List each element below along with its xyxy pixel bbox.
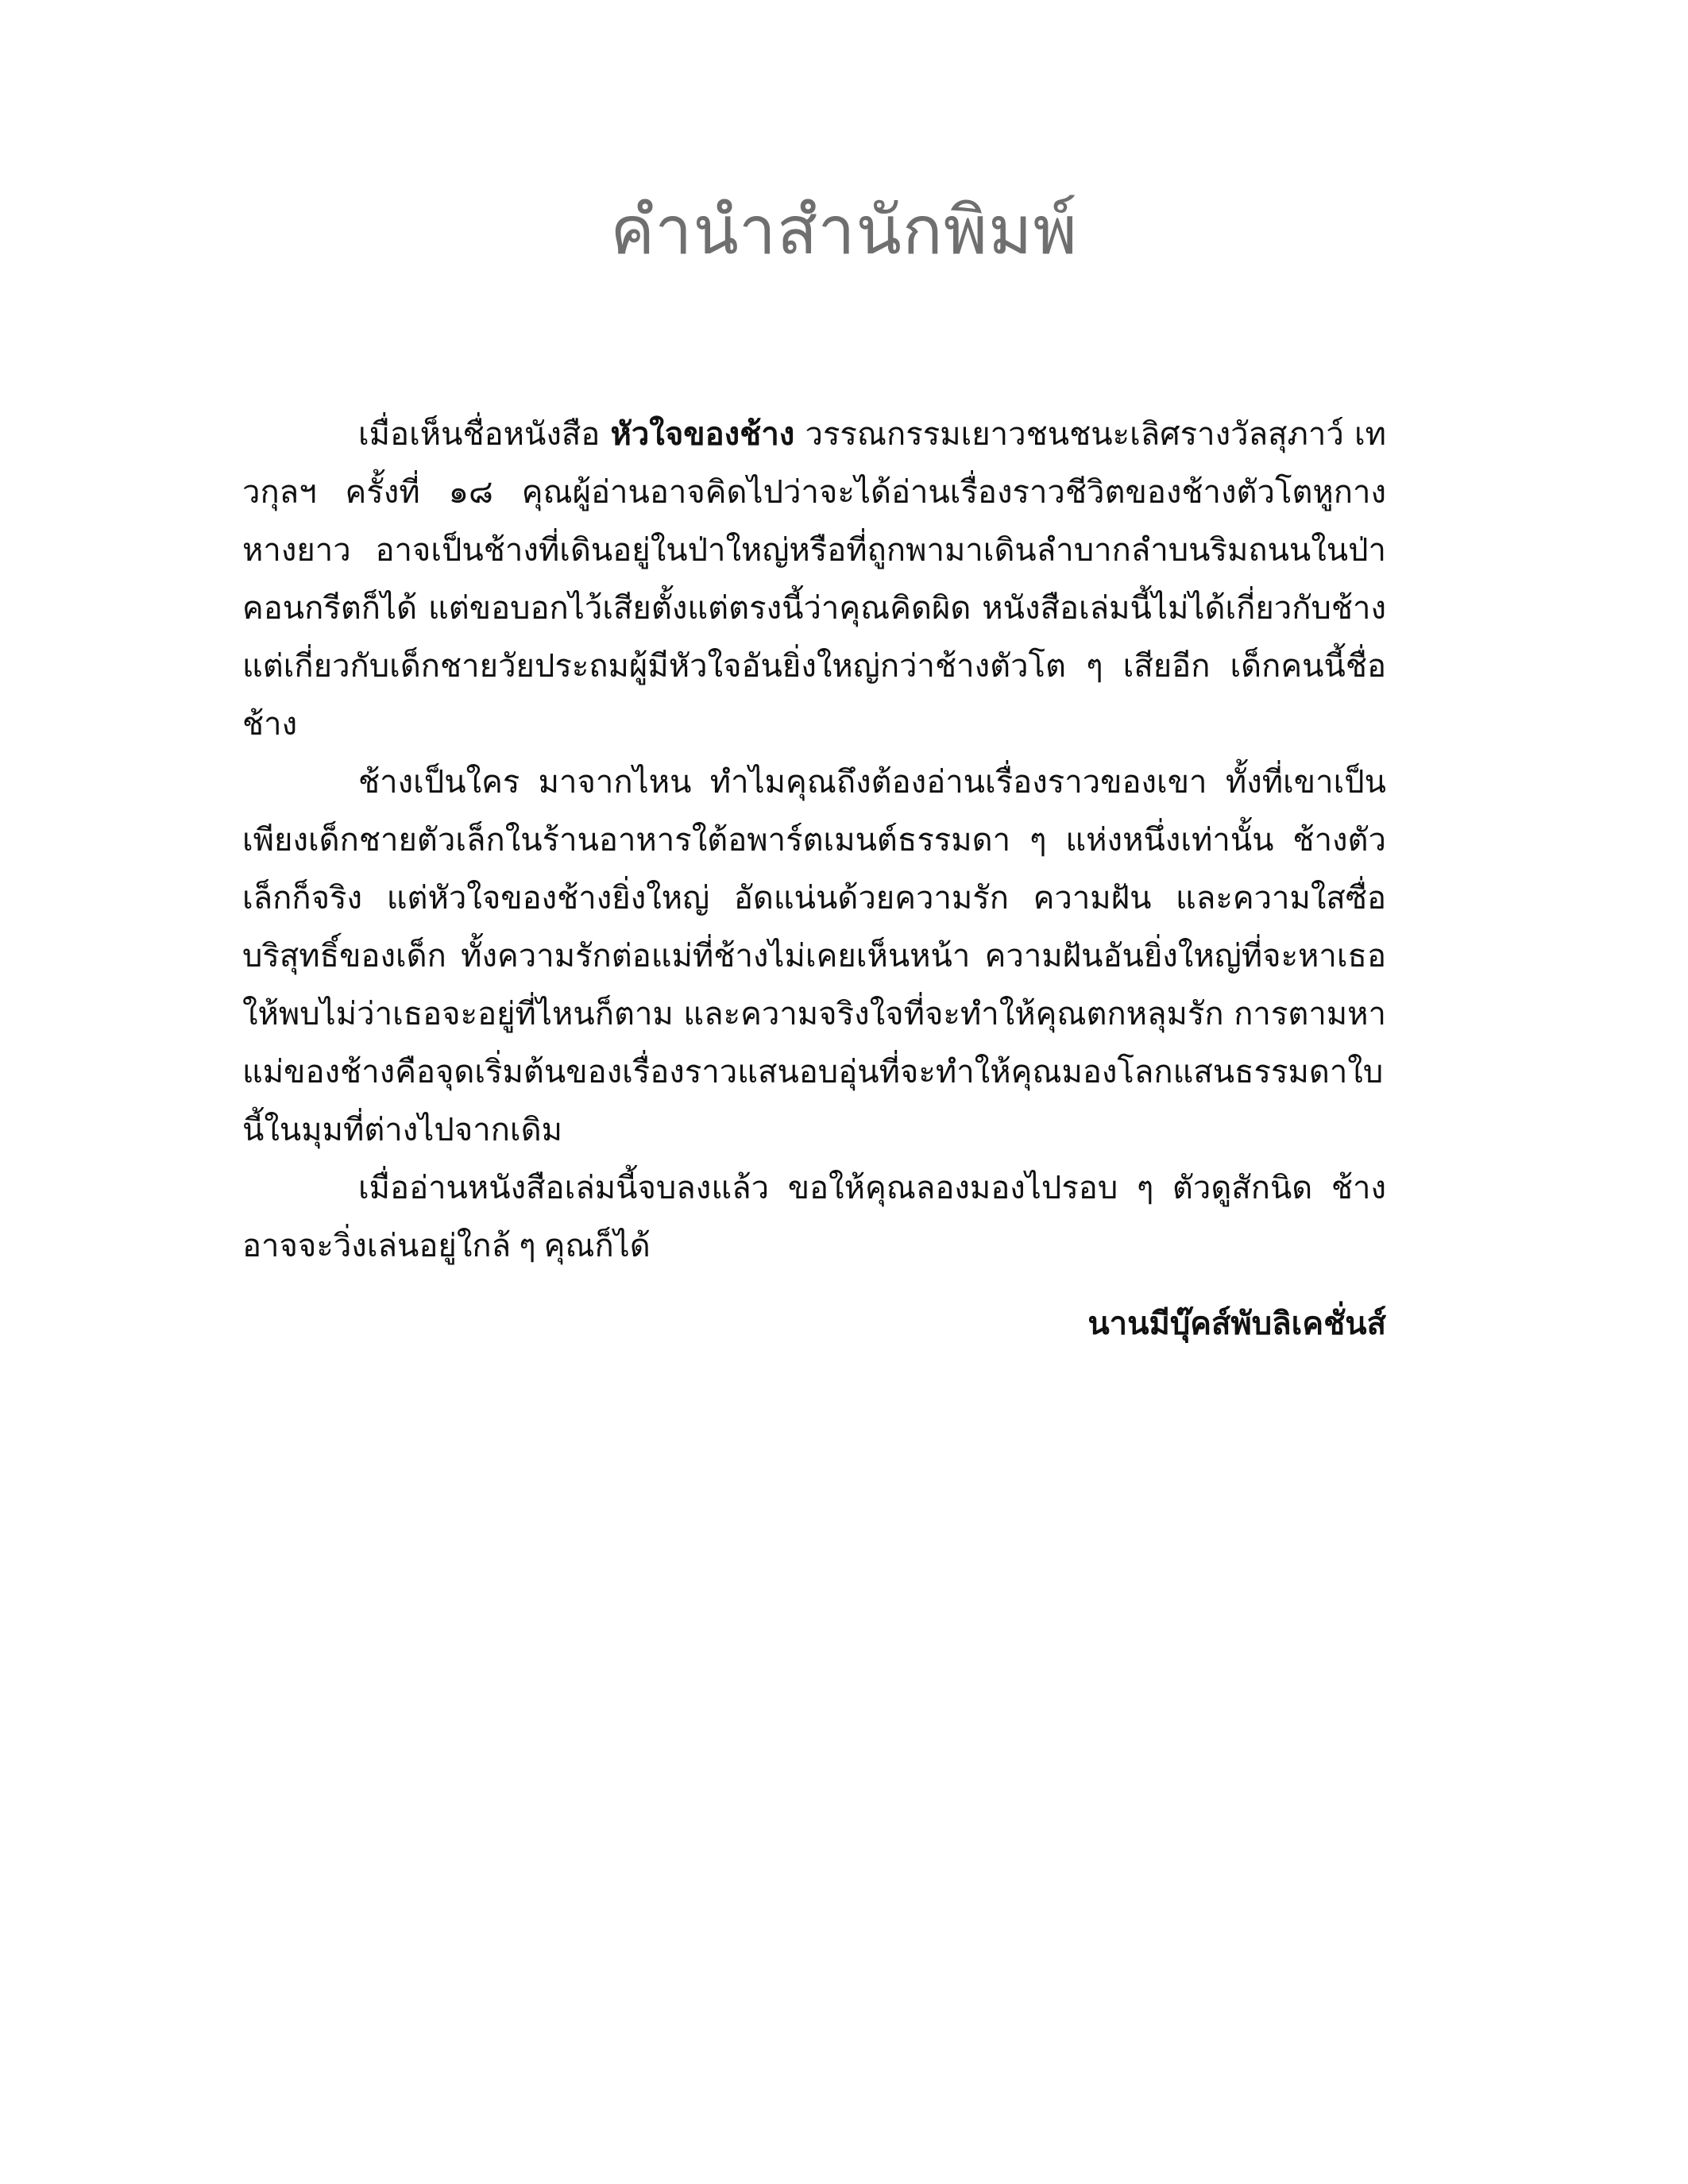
paragraph-2: ช้างเป็นใคร มาจากไหน ทำไมคุณถึงต้องอ่านเรื่องราวของเขา ทั้งที่เขาเป็นเพียงเด็กชายตัวเล็กในร้านอาหารใต้อพาร์ตเมนต์ธรรมดา ๆ แห่งหนึ่งเท่านั้น ช้างตัวเล็กก็จริง แต่หัวใจของช้างยิ่งใหญ่ อัดแน่นด้วยความรัก ความฝัน และความใสซื่อบริสุทธิ์ของเด็ก ทั้งความรักต่อแม่ที่ช้างไม่เคยเห็นหน้า ความฝันอันยิ่งใหญ่ที่จะหาเธอให้พบไม่ว่าเธอจะอยู่ที่ไหนก็ตาม และความจริงใจที่จะทำให้คุณตกหลุมรัก การตามหาแม่ของช้างคือจุดเริ่มต้นของเรื่องราวแสนอบอุ่นที่จะทำให้คุณมองโลกแสนธรรมดาใบนี้ในมุมที่ต่างไปจากเดิม bbox=[242, 764, 1386, 1148]
paragraph-1-rest: วรรณกรรมเยาวชนชนะเลิศรางวัลสุภาว์ เทวกุลฯ ครั้งที่ ๑๘ คุณผู้อ่านอาจคิดไปว่าจะได้อ่านเรื่องราวชีวิตของช้างตัวโตหูกางหางยาว อาจเป็นช้างที่เดินอยู่ในป่าใหญ่หรือที่ถูกพามาเดินลำบากลำบนริมถนนในป่าคอนกรีตก็ได้ แต่ขอบอกไว้เสียตั้งแต่ตรงนี้ว่าคุณคิดผิด หนังสือเล่มนี้ไม่ได้เกี่ยวกับช้าง แต่เกี่ยวกับเด็กชายวัยประถมผู้มีหัวใจอันยิ่งใหญ่กว่าช้างตัวโต ๆ เสียอีก เด็กคนนี้ชื่อช้าง bbox=[242, 416, 1387, 742]
page-title: คำนำสำนักพิมพ์ bbox=[610, 191, 1078, 269]
book-title-bold: หัวใจของช้าง bbox=[610, 416, 795, 452]
paragraph-3: เมื่ออ่านหนังสือเล่มนี้จบลงแล้ว ขอให้คุณลองมองไปรอบ ๆ ตัวดูสักนิด ช้างอาจจะวิ่งเล่นอยู่ใกล้ ๆ คุณก็ได้ bbox=[242, 1170, 1386, 1264]
paragraph-1 bbox=[242, 405, 1386, 753]
paragraph-1-lead: เมื่อเห็นชื่อหนังสือ bbox=[358, 416, 611, 452]
publisher-signature: นานมีบุ๊คส์พับลิเคชั่นส์ bbox=[1087, 1306, 1386, 1341]
body-text bbox=[242, 405, 1386, 1275]
